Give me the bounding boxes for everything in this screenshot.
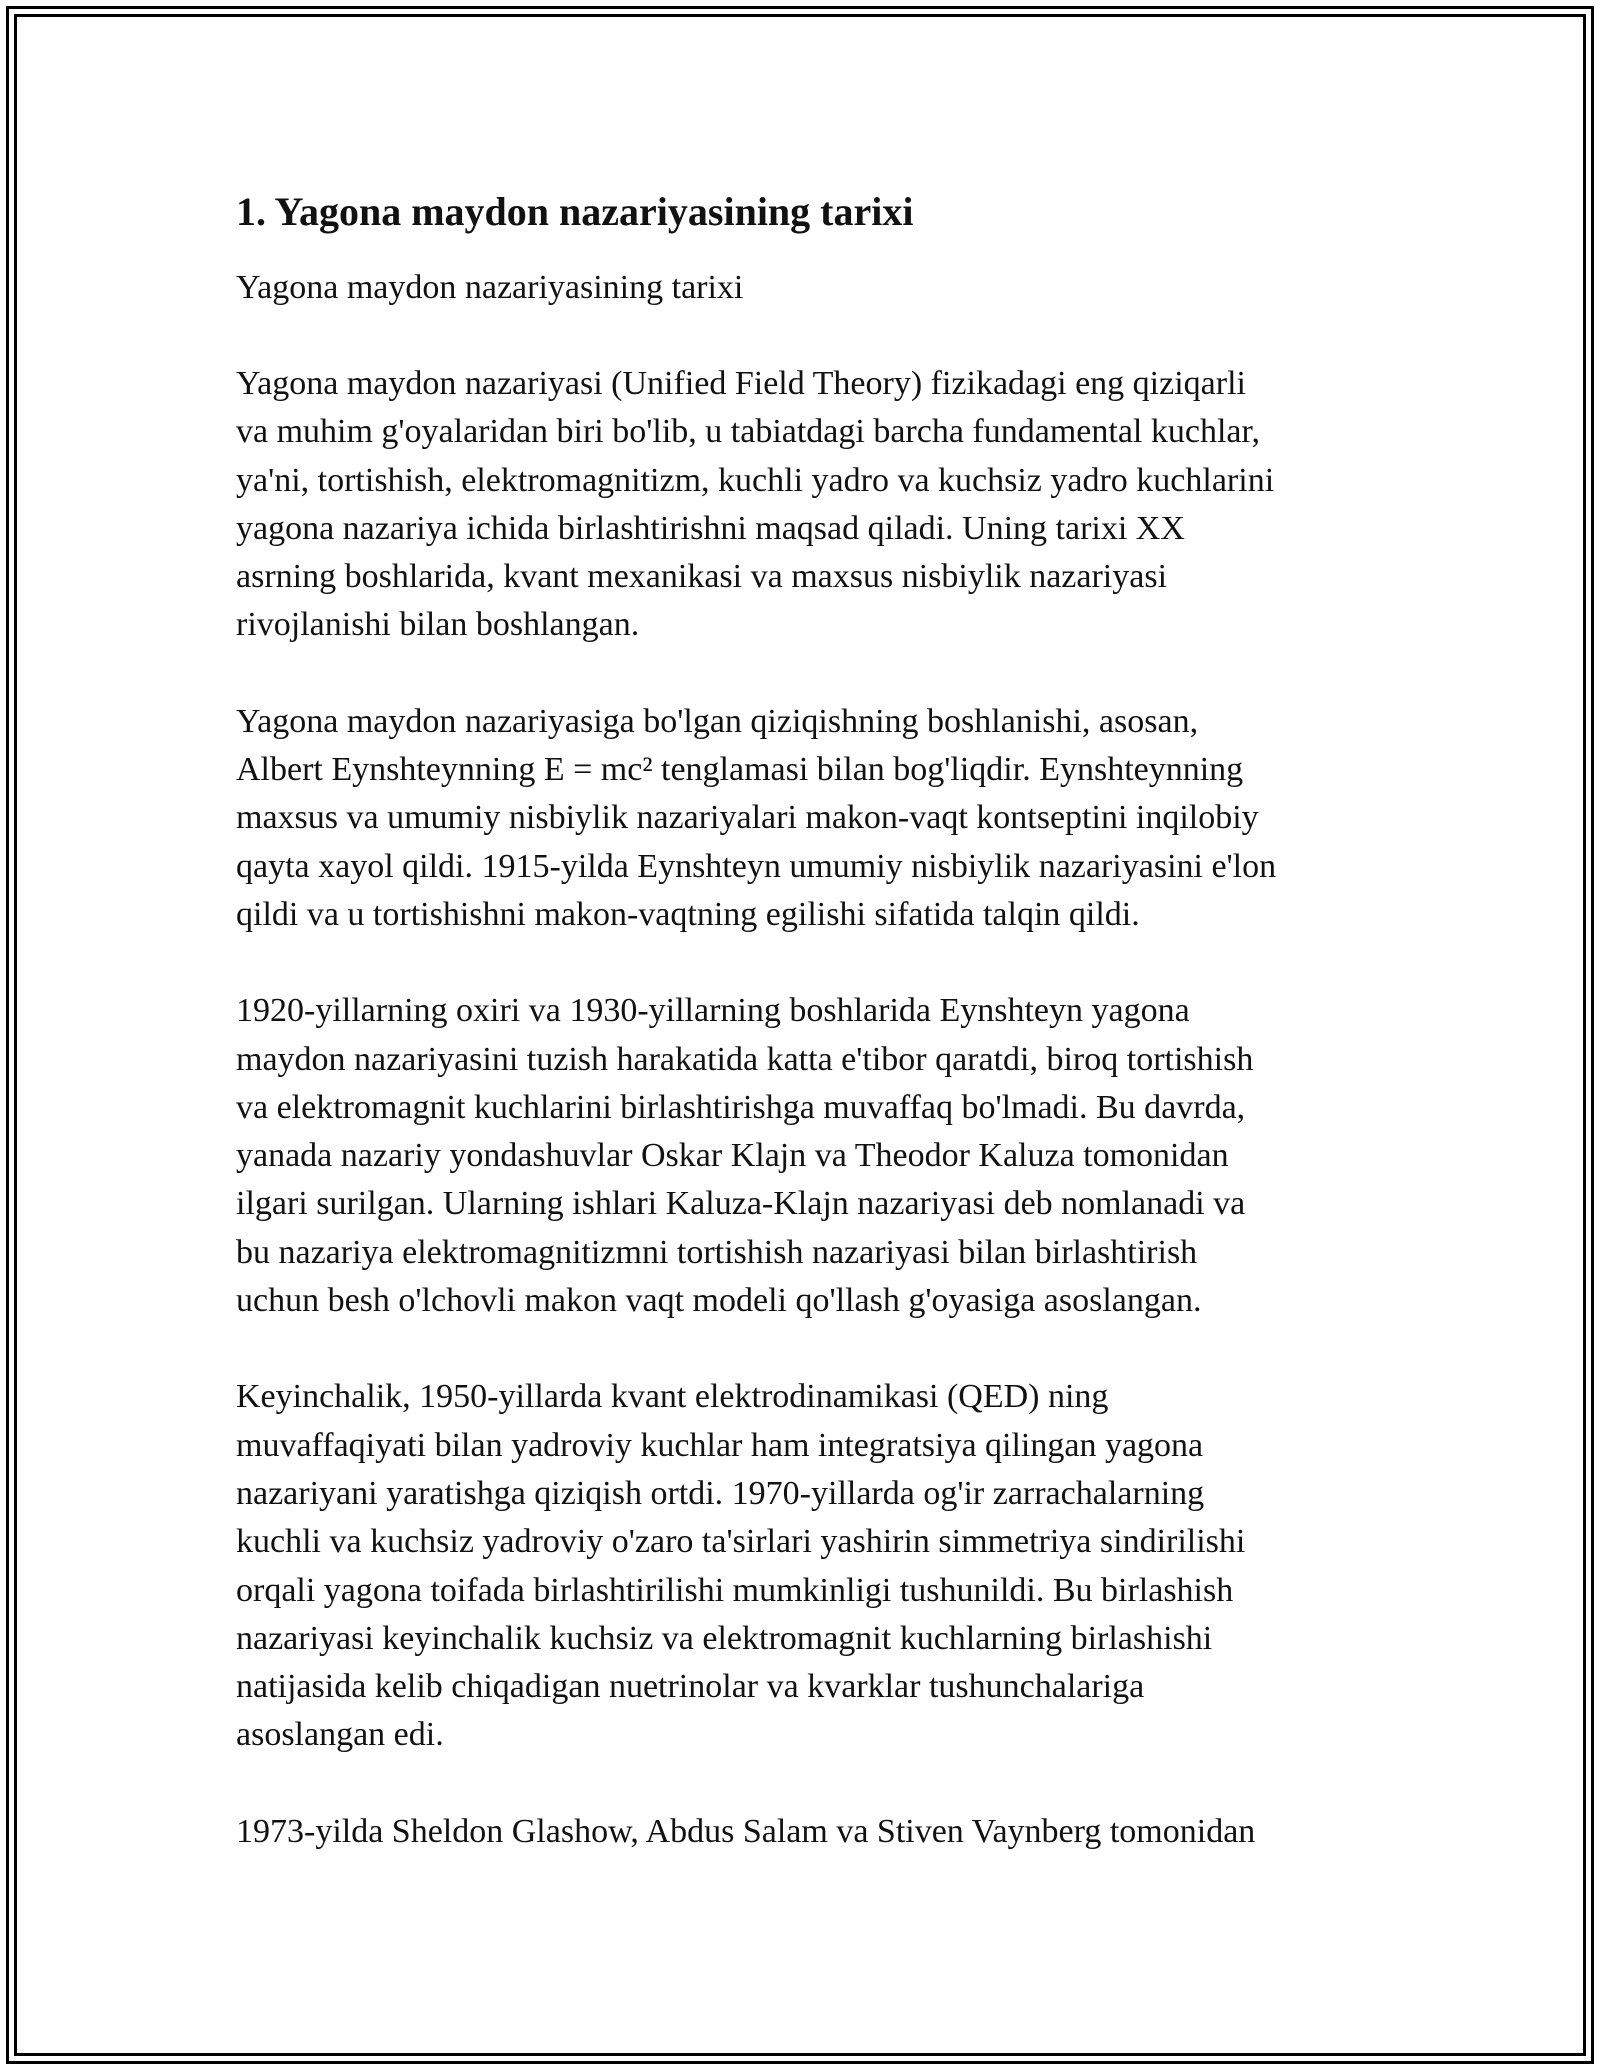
paragraph-5: 1973-yilda Sheldon Glashow, Abdus Salam va Stiven Vaynberg tomonidan [236,1812,1256,1850]
section-heading: 1. Yagona maydon nazariyasining tarixi [236,189,914,234]
paragraph-2: Yagona maydon nazariyasiga bo'lgan qiziqishning boshlanishi, asosan, Albert Eynshteynning E = mc² tenglamasi bilan bog'liqdir. Eynshteynning maxsus va umumiy nisbiylik nazariyalari makon-vaqt kontseptini inqilobiy qayta xayol qildi. 1915-yilda Eynshteyn umumiy nisbiylik nazariyasini e'lon qildi va u tortishishni makon-vaqtning egilishi sifatida talqin qildi. [236,702,1277,933]
paragraph-4: Keyinchalik, 1950-yillarda kvant elektrodinamikasi (QED) ning muvaffaqiyati bilan yadroviy kuchlar ham integratsiya qilingan yagona nazariyani yaratishga qiziqish ortdi. 1970-yillarda og'ir zarrachalarning kuchli va kuchsiz yadroviy o'zaro ta'sirlari yashirin simmetriya sindirilishi orqali yagona toifada birlashtirilishi mumkinligi tushunildi. Bu birlashish nazariyasi keyinchalik kuchsiz va elektromagnit kuchlarning birlashishi natijasida kelib chiqadigan nuetrinolar va kvarklar tushunchalariga asoslangan edi. [236,1378,1246,1754]
paragraph-3: 1920-yillarning oxiri va 1930-yillarning boshlarida Eynshteyn yagona maydon nazariyasini tuzish harakatida katta e'tibor qaratdi, biroq tortishish va elektromagnit kuchlarini birlashtirishga muvaffaq bo'lmadi. Bu davrda, yanada nazariy yondashuvlar Oskar Klajn va Theodor Kaluza tomonidan ilgari surilgan. Ularning ishlari Kaluza-Klajn nazariyasi deb nomlanadi va bu nazariya elektromagnitizmni tortishish nazariyasi bilan birlashtirish uchun besh o'lchovli makon vaqt modeli qo'llash g'oyasiga asoslangan. [236,992,1254,1320]
document-body [236,188,1366,1904]
paragraph-1: Yagona maydon nazariyasi (Unified Field Theory) fizikadagi eng qiziqarli va muhim g'oyalaridan biri bo'lib, u tabiatdagi barcha fundamental kuchlar, ya'ni, tortishish, elektromagnitizm, kuchli yadro va kuchsiz yadro kuchlarini yagona nazariya ichida birlashtirishni maqsad qiladi. Uning tarixi XX asrning boshlarida, kvant mexanikasi va maxsus nisbiylik nazariyasi rivojlanishi bilan boshlangan. [236,365,1275,644]
section-subtitle: Yagona maydon nazariyasining tarixi [236,269,744,306]
